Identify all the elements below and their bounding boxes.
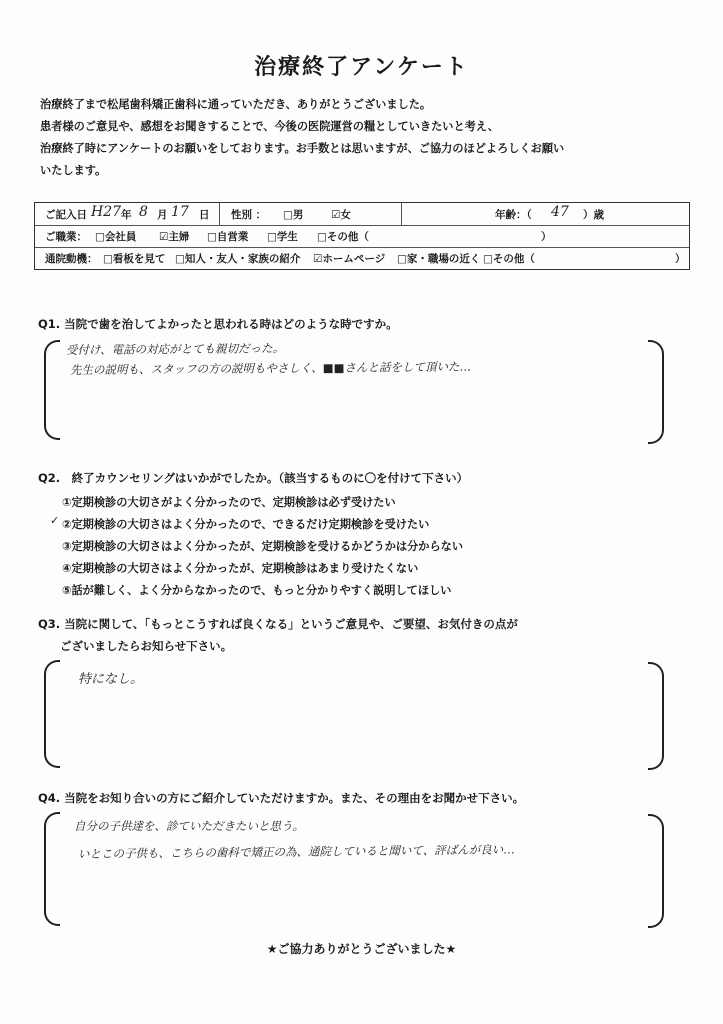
age-suffix: ）歳 — [583, 209, 604, 221]
occupation-option-selfemployed[interactable]: □自営業 — [207, 231, 249, 243]
gender-male-checkbox[interactable]: □男 — [283, 209, 304, 221]
info-row-occupation — [35, 225, 689, 248]
age-handwritten: 47 — [551, 204, 569, 220]
date-era-handwritten: H27 — [91, 204, 122, 220]
motive-option-referral[interactable]: □知人・友人・家族の紹介 — [175, 253, 301, 265]
q4-answer-bracket-left — [44, 812, 60, 926]
gender-female-checkbox[interactable]: ☑女 — [331, 209, 351, 221]
gender-label: 性別 ： — [231, 209, 267, 221]
motive-option-homepage[interactable]: ☑ホームページ — [313, 253, 386, 265]
q1-question: Q1. 当院で歯を治してよかったと思われる時はどのような時ですか。 — [38, 317, 398, 331]
divider — [219, 203, 220, 225]
check-mark-icon: ✓ — [50, 514, 60, 527]
q3-answer: 特になし。 — [78, 672, 144, 687]
q1-answer-line-2: 先生の説明も、スタッフの方の説明もやさしく、■■さんと話をして頂いた… — [69, 359, 472, 377]
q3-answer-bracket-right — [648, 662, 664, 770]
q3-question-line-2: ございましたらお知らせ下さい。 — [60, 639, 233, 653]
occupation-close: ） — [541, 231, 552, 243]
divider — [401, 203, 402, 225]
intro-line-2: 患者様のご意見や、感想をお聞きすることで、今後の医院運営の糧としていきたいと考え、 — [40, 120, 499, 133]
day-handwritten: 17 — [171, 204, 189, 220]
q1-answer-bracket-left — [44, 340, 60, 440]
q2-option-3[interactable]: ③定期検診の大切さはよく分かったが、定期検診を受けるかどうかは分からない — [62, 540, 464, 553]
q1-answer-line-1: 受付け、電話の対応がとても親切だった。 — [65, 341, 285, 357]
info-row-motive — [35, 247, 689, 269]
q1-answer-bracket-right — [648, 340, 664, 444]
occupation-option-housewife[interactable]: ☑主婦 — [159, 231, 190, 243]
month-handwritten: 8 — [139, 204, 148, 220]
year-suffix: 年 — [121, 209, 132, 221]
q4-question: Q4. 当院をお知り合いの方にご紹介していただけますか。また、その理由をお聞かせ下さい。 — [38, 791, 525, 805]
info-table — [34, 202, 690, 270]
q2-option-1[interactable]: ①定期検診の大切さがよく分かったので、定期検診は必ず受けたい — [62, 496, 396, 509]
q4-answer-line-1: 自分の子供達を、診ていただきたいと思う。 — [74, 819, 304, 833]
motive-option-nearby[interactable]: □家・職場の近く — [397, 253, 481, 265]
motive-close: ） — [675, 253, 686, 265]
q4-answer-line-2: いとこの子供も、こちらの歯科で矯正の為、通院していると聞いて、評ばんが良い… — [77, 842, 515, 861]
q2-question: Q2. 終了カウンセリングはいかがでしたか。（該当するものに〇を付けて下さい） — [38, 471, 469, 485]
occupation-option-student[interactable]: □学生 — [267, 231, 298, 243]
occupation-option-company[interactable]: □会社員 — [95, 231, 137, 243]
q3-answer-bracket-left — [44, 660, 60, 768]
occupation-label: ご職業： — [45, 231, 87, 243]
q3-question-line-1: Q3. 当院に関して、「もっとこうすれば良くなる」というご意見や、ご要望、お気付きの点が — [38, 617, 518, 631]
footer-thanks: ★ご協力ありがとうございました★ — [266, 942, 457, 956]
page-title: 治療終了アンケート — [254, 55, 469, 80]
intro-line-4: いたします。 — [40, 164, 107, 177]
occupation-option-other[interactable]: □その他（ — [317, 231, 369, 243]
q2-option-2[interactable]: ②定期検診の大切さはよく分かったので、できるだけ定期検診を受けたい — [62, 518, 430, 531]
motive-option-other[interactable]: □その他（ — [483, 253, 535, 265]
intro-line-3: 治療終了時にアンケートのお願いをしております。お手数とは思いますが、ご協力のほどよろしくお願い — [40, 142, 565, 155]
motive-label: 通院動機： — [45, 253, 98, 265]
intro-line-1: 治療終了まで松尾歯科矯正歯科に通っていただき、ありがとうございました。 — [40, 98, 432, 111]
age-label: 年齢：（ — [495, 209, 532, 221]
day-suffix: 日 — [199, 209, 210, 221]
date-label: ご記入日 — [45, 209, 87, 221]
q4-answer-bracket-right — [648, 814, 664, 928]
q2-option-4[interactable]: ④定期検診の大切さはよく分かったが、定期検診はあまり受けたくない — [62, 562, 419, 575]
q2-option-5[interactable]: ⑤話が難しく、よく分からなかったので、もっと分かりやすく説明してほしい — [62, 584, 452, 597]
month-suffix: 月 — [157, 209, 168, 221]
info-row-basic — [35, 203, 689, 226]
motive-option-signboard[interactable]: □看板を見て — [103, 253, 166, 265]
